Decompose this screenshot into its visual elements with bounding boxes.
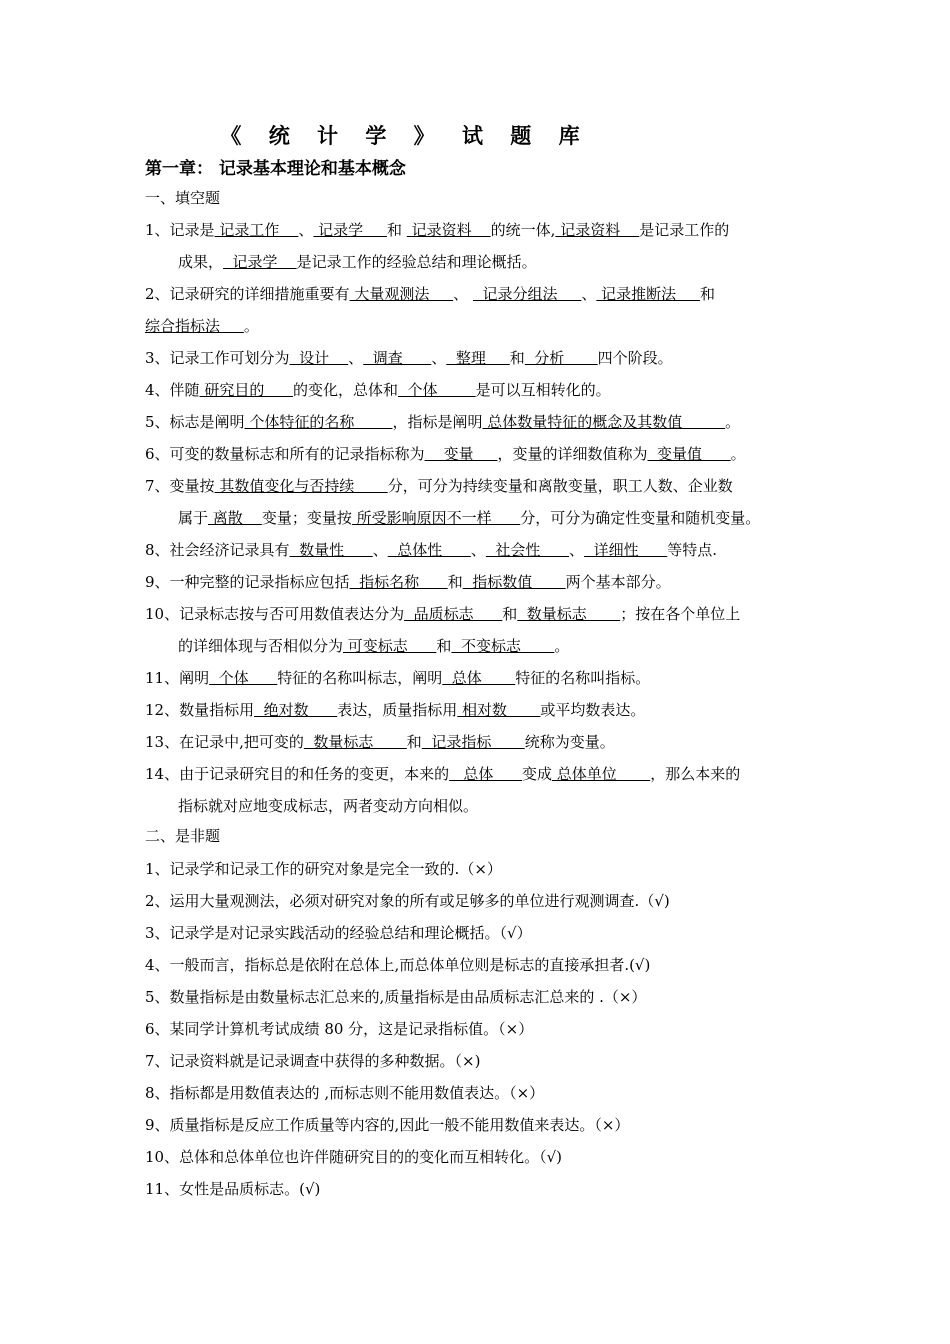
question-text: 成果，: [178, 253, 224, 271]
question-text: 特征的名称叫标志，阐明: [277, 669, 443, 687]
question-text: 的详细体现与否相似分为: [178, 637, 344, 655]
judge-item: 4、一般而言，指标总是依附在总体上,而总体单位则是标志的直接承担者.(√): [145, 956, 651, 974]
question-text: 10、记录标志按与否可用数值表达分为: [145, 605, 405, 623]
answer-blank: 设计: [289, 349, 349, 367]
document-title: 《 统 计 学 》 试 题 库: [220, 124, 590, 148]
answer-blank: 个体: [209, 669, 278, 687]
question-text: 、: [348, 349, 364, 367]
answer-blank: 分析: [524, 349, 598, 367]
question-text: 、: [569, 541, 585, 559]
question-text: 8、社会经济记录具有: [145, 541, 290, 559]
answer-blank: 可变标志: [343, 637, 437, 655]
answer-blank: 记录工作: [214, 221, 299, 239]
question-text: 、: [470, 541, 486, 559]
fill-line: [145, 347, 673, 369]
chapter-heading: 第一章： 记录基本理论和基本概念: [145, 159, 406, 179]
question-text: 两个基本部分。: [565, 573, 671, 591]
fill-line: [178, 795, 478, 817]
answer-blank: 离散: [208, 509, 262, 527]
question-text: 6、可变的数量标志和所有的记录指标称为: [145, 445, 425, 463]
answer-blank: 记录资料: [555, 221, 640, 239]
fill-line: [145, 475, 733, 497]
question-text: 和: [509, 349, 525, 367]
fill-line: [145, 379, 611, 401]
question-text: 和: [447, 573, 463, 591]
question-text: 。: [725, 413, 741, 431]
answer-blank: 不变标志: [451, 637, 555, 655]
fill-line: [178, 251, 537, 273]
answer-blank: 指标数值: [462, 573, 566, 591]
answer-blank: 指标名称: [349, 573, 448, 591]
question-text: 是可以互相转化的。: [475, 381, 611, 399]
fill-line: [145, 539, 717, 561]
fill-line: [145, 699, 645, 721]
question-text: ，变量的详细数值称为: [497, 445, 648, 463]
answer-blank: 数量标志: [303, 733, 407, 751]
answer-blank: 绝对数: [254, 701, 338, 719]
answer-blank: 记录学: [313, 221, 388, 239]
judge-item: 3、记录学是对记录实践活动的经验总结和理论概括。（√）: [145, 924, 532, 942]
fill-line: [145, 763, 740, 785]
answer-blank: 变量: [424, 445, 498, 463]
question-text: 、: [581, 285, 597, 303]
fill-line: [178, 635, 569, 657]
answer-blank: 总体: [442, 669, 516, 687]
question-text: 和: [502, 605, 518, 623]
question-text: 的统一体,: [490, 221, 556, 239]
question-text: 分，可分为确定性变量和随机变量。: [520, 509, 761, 527]
question-text: 、: [431, 349, 447, 367]
question-text: 。: [730, 445, 746, 463]
question-text: 统称为变量。: [524, 733, 615, 751]
question-text: 和: [436, 637, 452, 655]
answer-blank: 记录资料: [406, 221, 491, 239]
question-text: 9、一种完整的记录指标应包括: [145, 573, 350, 591]
answer-blank: 记录学: [223, 253, 297, 271]
question-text: 是记录工作的经验总结和理论概括。: [296, 253, 537, 271]
question-text: 、: [372, 541, 388, 559]
answer-blank: 记录分组法: [472, 285, 582, 303]
question-text: 14、由于记录研究目的和任务的变更，本来的: [145, 765, 450, 783]
answer-blank: 个体特征的名称: [244, 413, 393, 431]
fill-line: [145, 667, 650, 689]
question-text: 变量；变量按: [261, 509, 352, 527]
question-text: 3、记录工作可划分为: [145, 349, 290, 367]
question-text: ，那么本来的: [650, 765, 741, 783]
fill-line: [145, 283, 715, 305]
answer-blank: 详细性: [584, 541, 668, 559]
question-text: 2、记录研究的详细措施重要有: [145, 285, 350, 303]
fill-line: [178, 507, 760, 529]
answer-blank: 数量标志: [517, 605, 621, 623]
answer-blank: 综合指标法: [145, 317, 244, 335]
answer-blank: 总体性: [387, 541, 471, 559]
question-text: 7、变量按: [145, 477, 215, 495]
question-text: 和: [387, 221, 407, 239]
judge-item: 8、指标都是用数值表达的 ,而标志则不能用数值表达。（×）: [145, 1084, 545, 1102]
answer-blank: 记录指标: [421, 733, 525, 751]
judge-item: 6、某同学计算机考试成绩 80 分，这是记录指标值。（×）: [145, 1020, 534, 1038]
answer-blank: 总体单位: [552, 765, 651, 783]
question-text: 1、记录是: [145, 221, 215, 239]
answer-blank: 相对数: [457, 701, 541, 719]
answer-blank: 总体: [449, 765, 523, 783]
answer-blank: 调查: [363, 349, 432, 367]
fill-line: [145, 731, 615, 753]
question-text: 特征的名称叫指标。: [515, 669, 651, 687]
judge-item: 2、运用大量观测法，必须对研究对象的所有或足够多的单位进行观测调查.（√): [145, 892, 670, 910]
answer-blank: 个体: [397, 381, 476, 399]
answer-blank: 大量观测法: [349, 285, 454, 303]
answer-blank: 社会性: [485, 541, 570, 559]
question-text: ，指标是阐明: [392, 413, 483, 431]
question-text: 4、伴随: [145, 381, 200, 399]
fill-line: [145, 315, 259, 337]
question-text: 13、在记录中,把可变的: [145, 733, 304, 751]
question-text: 是记录工作的: [639, 221, 730, 239]
judge-item: 5、数量指标是由数量标志汇总来的,质量指标是由品质标志汇总来的 .（×）: [145, 988, 647, 1006]
question-text: 四个阶段。: [597, 349, 673, 367]
judge-item: 11、女性是品质标志。(√): [145, 1180, 321, 1198]
judge-item: 9、质量指标是反应工作质量等内容的,因此一般不能用数值来表达。（×）: [145, 1116, 630, 1134]
question-text: 的变化，总体和: [292, 381, 398, 399]
section-heading-judge: 二、是非题: [145, 827, 221, 845]
answer-blank: 整理: [446, 349, 510, 367]
question-text: 属于: [178, 509, 209, 527]
answer-blank: 研究目的: [199, 381, 293, 399]
fill-line: [145, 571, 671, 593]
judge-item: 7、记录资料就是记录调查中获得的多种数据。（×): [145, 1052, 481, 1070]
judge-item: 10、总体和总体单位也许伴随研究目的的变化而互相转化。（√): [145, 1148, 562, 1166]
question-text: 和: [406, 733, 422, 751]
question-text: 或平均数表达。: [540, 701, 646, 719]
answer-blank: 记录推断法: [596, 285, 700, 303]
question-text: 、: [453, 285, 473, 303]
answer-blank: 总体数量特征的概念及其数值: [482, 413, 726, 431]
judge-item: 1、记录学和记录工作的研究对象是完全一致的.（×）: [145, 860, 502, 878]
answer-blank: 数量性: [289, 541, 373, 559]
answer-blank: 品质标志: [404, 605, 503, 623]
question-text: 11、阐明: [145, 669, 210, 687]
question-text: 等特点.: [667, 541, 717, 559]
section-heading-fill: 一、填空题: [145, 189, 221, 207]
answer-blank: 所受影响原因不一样: [351, 509, 521, 527]
question-text: 表达，质量指标用: [337, 701, 458, 719]
fill-line: [145, 603, 740, 625]
question-text: 。: [243, 317, 259, 335]
question-text: 和: [699, 285, 715, 303]
answer-blank: 其数值变化与否持续: [214, 477, 388, 495]
question-text: 。: [554, 637, 570, 655]
question-text: ；按在各个单位上: [620, 605, 741, 623]
question-text: 12、数量指标用: [145, 701, 255, 719]
question-text: 指标就对应地变成标志，两者变动方向相似。: [178, 797, 479, 815]
fill-line: [145, 219, 729, 241]
fill-line: [145, 411, 740, 433]
fill-line: [145, 443, 746, 465]
question-text: 分，可分为持续变量和离散变量，职工人数、企业数: [387, 477, 733, 495]
question-text: 变成: [522, 765, 553, 783]
question-text: 、: [298, 221, 314, 239]
answer-blank: 变量值: [647, 445, 731, 463]
question-text: 5、标志是阐明: [145, 413, 245, 431]
